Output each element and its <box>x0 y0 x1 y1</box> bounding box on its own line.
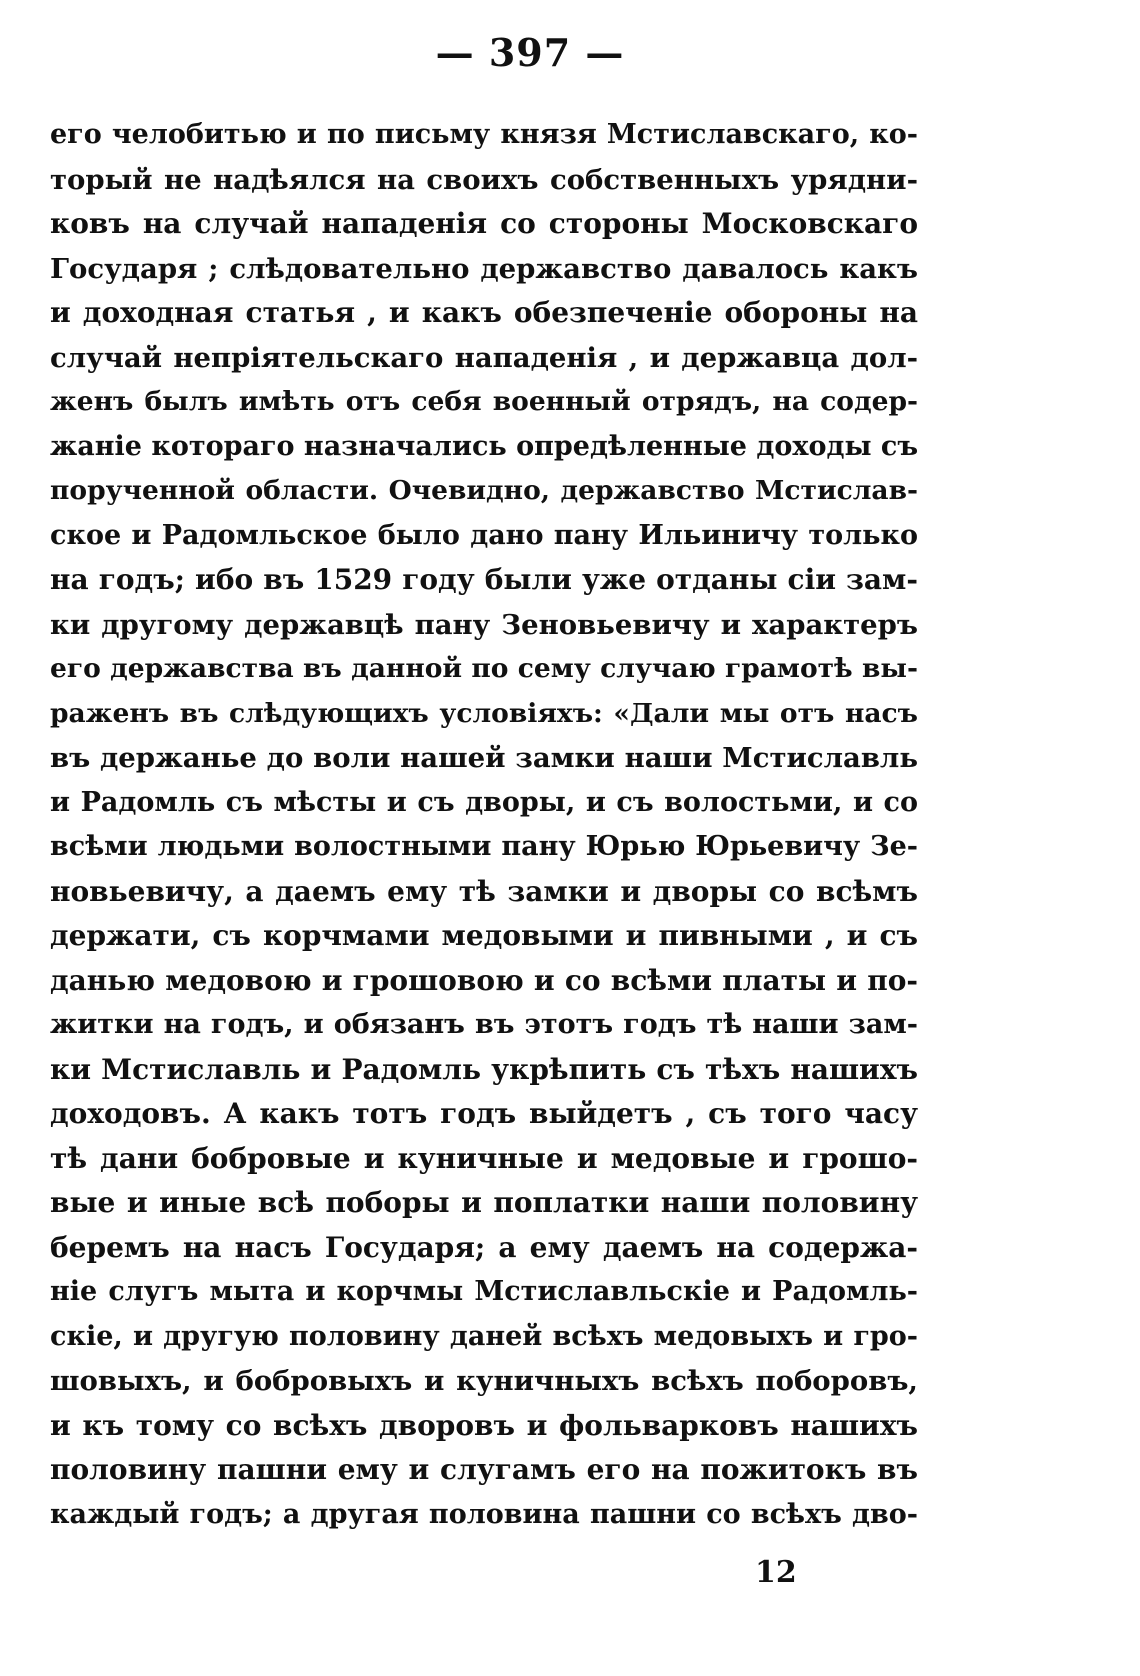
text-line: ковъ на случай нападенія со стороны Московскаго <box>50 207 918 240</box>
text-line: ніе слугъ мыта и корчмы Мстиславльскіе и Радомль- <box>50 1276 918 1307</box>
text-line: жаніе котораго назначались опредѣленные доходы съ <box>50 430 918 462</box>
text-line: новьевичу, а даемъ ему тѣ замки и дворы со всѣмъ <box>50 874 918 908</box>
signature-mark: 12 <box>755 1555 797 1590</box>
page-number: — 397 — <box>435 30 625 75</box>
text-line: ки другому державцѣ пану Зеновьевичу и характеръ <box>50 608 918 641</box>
text-line: данью медовою и грошовою и со всѣми платы и по- <box>50 963 918 997</box>
text-line: тѣ дани бобровые и куничные и медовые и грошо- <box>50 1141 918 1175</box>
text-line: его челобитью и по письму князя Мстиславскаго, ко- <box>50 119 918 150</box>
body-text <box>50 113 918 1537</box>
text-line: Государя ; слѣдовательно державство давалось какъ <box>50 252 918 285</box>
text-line: держати, съ корчмами медовыми и пивными , и съ <box>50 919 918 952</box>
text-line: всѣми людьми волостными пану Юрью Юрьевичу Зе- <box>50 831 918 862</box>
text-line: ское и Радомльское было дано пану Ильиничу только <box>50 519 918 551</box>
text-line: доходовъ. А какъ тотъ годъ выйдетъ , съ того часу <box>50 1097 918 1130</box>
text-line: и Радомль съ мѣсты и съ дворы, и съ волостьми, и со <box>50 786 918 818</box>
text-line: шовыхъ, и бобровыхъ и куничныхъ всѣхъ поборовъ, <box>50 1365 918 1397</box>
text-line: житки на годъ, и обязанъ въ этотъ годъ тѣ наши зам- <box>50 1009 918 1040</box>
text-line: и доходная статья , и какъ обезпеченіе обороны на <box>50 296 918 329</box>
text-line: порученной области. Очевидно, державство Мстислав- <box>50 475 918 506</box>
text-line: и къ тому со всѣхъ дворовъ и фольварковъ нашихъ <box>50 1408 918 1442</box>
text-line: въ держанье до воли нашей замки наши Мстиславль <box>50 742 918 774</box>
text-line: скіе, и другую половину даней всѣхъ медовыхъ и гро- <box>50 1320 918 1352</box>
text-line: половину пашни ему и слугамъ его на пожитокъ въ <box>50 1453 918 1486</box>
text-line: раженъ въ слѣдующихъ условіяхъ: «Дали мы отъ насъ <box>50 697 918 729</box>
text-line: его державства въ данной по сему случаю грамотѣ вы- <box>50 653 918 684</box>
text-line: женъ былъ имѣть отъ себя военный отрядъ, на содер- <box>50 386 918 417</box>
text-line: беремъ на насъ Государя; а ему даемъ на содержа- <box>50 1230 918 1264</box>
text-line: торый не надѣялся на своихъ собственныхъ урядни- <box>50 163 918 196</box>
text-line: случай непріятельскаго нападенія , и державца дол- <box>50 341 918 374</box>
text-line: вые и иные всѣ поборы и поплатки наши половину <box>50 1186 918 1219</box>
text-line: каждый годъ; а другая половина пашни со всѣхъ дво- <box>50 1498 918 1530</box>
text-line: на годъ; ибо въ 1529 году были уже отданы сіи зам- <box>50 563 918 596</box>
text-line: ки Мстиславль и Радомль укрѣпить съ тѣхъ нашихъ <box>50 1052 918 1086</box>
